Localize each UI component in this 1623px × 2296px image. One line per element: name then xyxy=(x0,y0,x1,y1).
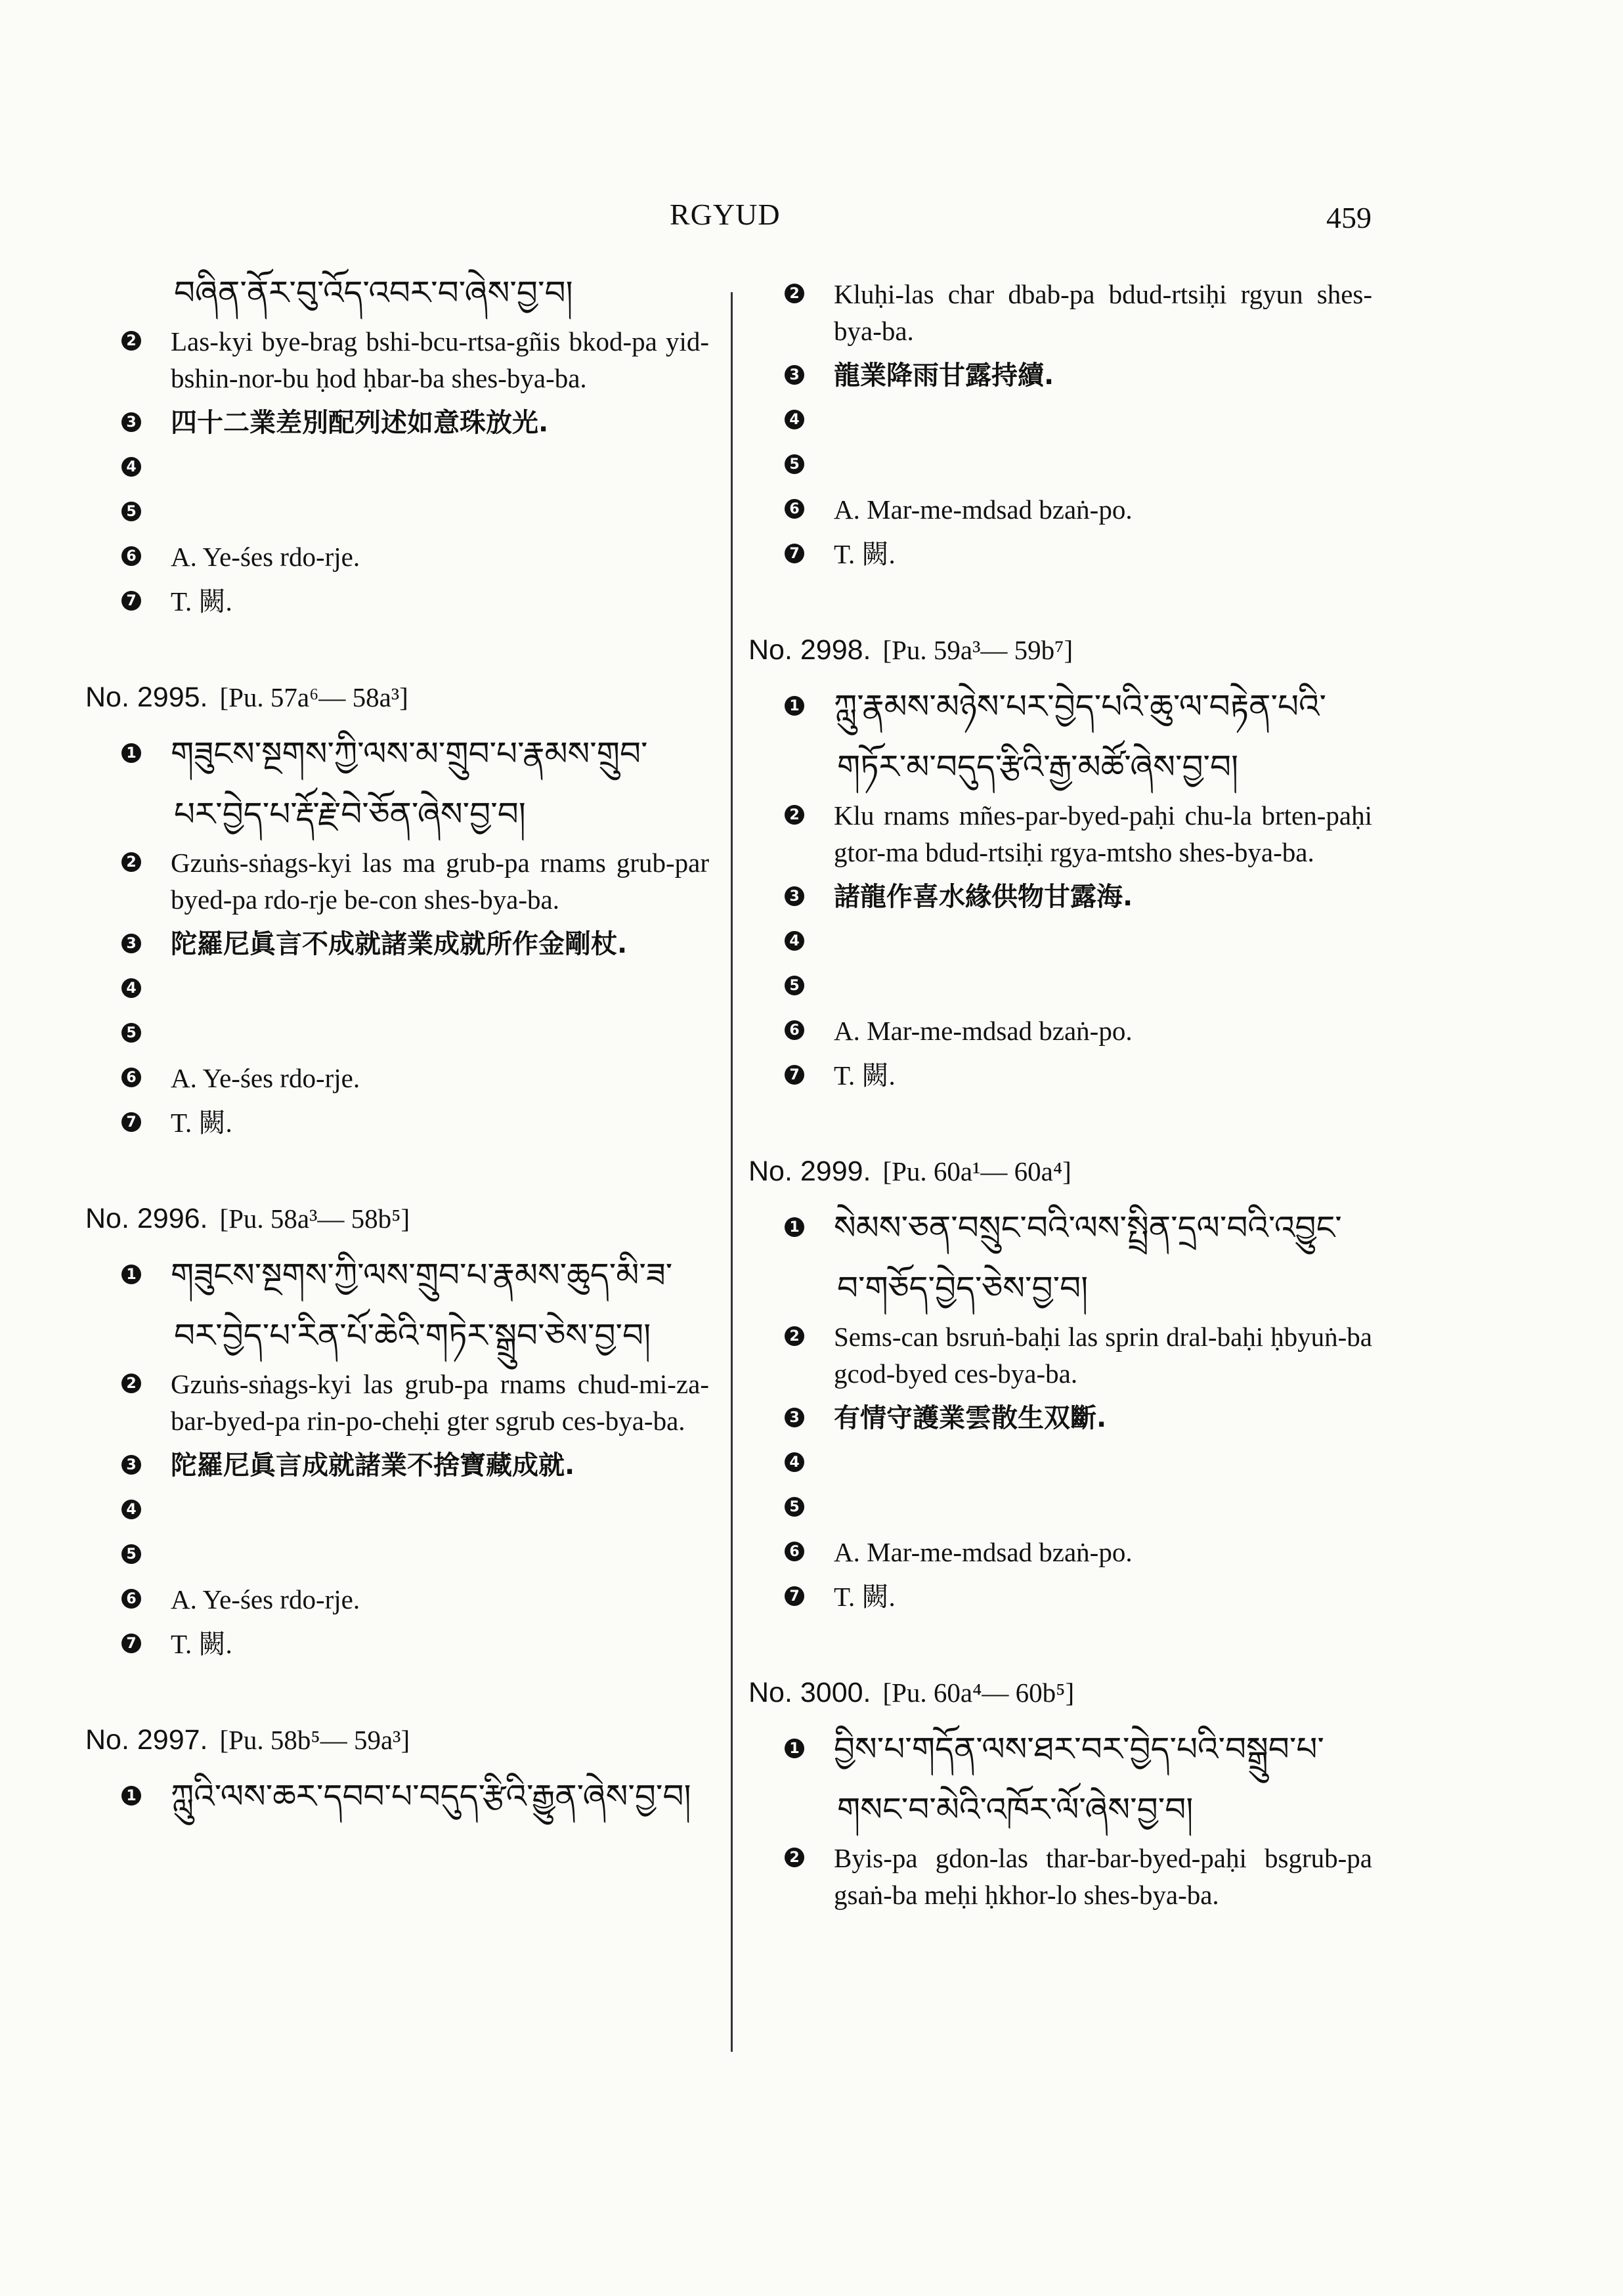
field-text xyxy=(171,449,709,486)
field-number-badge: 1 xyxy=(785,696,804,716)
field-number-badge: 3 xyxy=(121,934,141,953)
entry-field-row xyxy=(85,1626,735,1662)
entry-reference: [Pu. 57a⁶— 58a³] xyxy=(219,682,408,712)
tibetan-title-line: བ་གཅོད་བྱེད་ཅེས་བྱ་བ། xyxy=(837,1269,1089,1307)
entry-reference: [Pu. 60a¹— 60a⁴] xyxy=(882,1156,1071,1186)
entry-field-row xyxy=(748,357,1398,394)
entry-field-row xyxy=(85,1492,735,1528)
field-number-badge: 1 xyxy=(121,1265,141,1284)
field-text: T. 闕. xyxy=(834,539,896,569)
entry-field-row xyxy=(748,1400,1398,1437)
entry-heading xyxy=(748,632,1398,668)
field-text xyxy=(171,1536,709,1573)
field-number-badge: 5 xyxy=(785,1497,804,1517)
entry-field-row xyxy=(748,402,1398,439)
entry-reference: [Pu. 59a³— 59b⁷] xyxy=(882,635,1073,665)
entry-field-row xyxy=(748,923,1398,960)
entry-number: No. 2995. xyxy=(85,682,208,713)
entry-field-row xyxy=(748,491,1398,528)
entry-reference: [Pu. 58a³— 58b⁵] xyxy=(219,1203,410,1234)
field-number-badge: 2 xyxy=(121,1374,141,1393)
field-number-badge: 7 xyxy=(785,1065,804,1085)
field-text xyxy=(171,1492,709,1528)
entry-field-row xyxy=(748,1012,1398,1049)
field-text: A. Mar-me-mdsad bzaṅ-po. xyxy=(834,1016,1133,1046)
tibetan-title-line: གསང་བ་མེའི་འཁོར་ལོ་ཞེས་བྱ་བ། xyxy=(837,1790,1194,1829)
field-number-badge: 1 xyxy=(785,1739,804,1758)
entry-field-row xyxy=(85,583,735,620)
entry-field-row xyxy=(748,1840,1398,1913)
field-number-badge: 1 xyxy=(785,1217,804,1237)
tibetan-title-row xyxy=(748,676,1398,737)
field-number-badge: 7 xyxy=(121,1634,141,1653)
field-number-badge: 2 xyxy=(785,1326,804,1346)
field-number-badge: 2 xyxy=(121,852,141,872)
field-text xyxy=(171,494,709,531)
entry-field-row xyxy=(748,1534,1398,1570)
field-text: A. Mar-me-mdsad bzaṅ-po. xyxy=(834,1537,1133,1567)
entry-field-row xyxy=(85,1536,735,1573)
tibetan-title-line: ཀླུ་རྣམས་མཉེས་པར་བྱེད་པའི་ཆུ་ལ་བརྟེན་པའི་ xyxy=(834,687,1326,726)
field-number-badge: 3 xyxy=(121,1455,141,1475)
entry-field-row xyxy=(748,536,1398,573)
field-number-badge: 1 xyxy=(121,1786,141,1806)
page-number: 459 xyxy=(1326,201,1372,234)
entry-field-row xyxy=(85,1581,735,1618)
tibetan-title-row xyxy=(748,1719,1398,1779)
field-text: Byis-pa gdon-las thar-bar-byed-paḥi bsgrub-pa gsaṅ-ba meḥi ḥkhor-lo shes-bya-ba. xyxy=(834,1843,1372,1910)
field-text: A. Ye-śes rdo-rje. xyxy=(171,1063,360,1093)
field-number-badge: 4 xyxy=(785,1452,804,1472)
field-text: A. Ye-śes rdo-rje. xyxy=(171,1584,360,1614)
field-text xyxy=(834,923,1372,960)
field-text: A. Ye-śes rdo-rje. xyxy=(171,542,360,572)
entry-heading xyxy=(748,1674,1398,1711)
entry-field-row xyxy=(85,449,735,486)
right-column xyxy=(748,276,1398,1921)
field-text: Gzuṅs-sṅags-kyi las grub-pa rnams chud-mi-za-bar-byed-pa rin-po-cheḥi gter sgrub ces-bya-ba. xyxy=(171,1369,709,1436)
entry-field-row xyxy=(85,323,735,397)
tibetan-title-continuation: བཞིན་ནོར་བུ་འོད་འབར་བ་ཞེས་བྱ་བ། xyxy=(174,274,573,312)
field-text: 有情守護業雲散生双斷. xyxy=(834,1403,1107,1433)
field-number-badge: 5 xyxy=(121,502,141,521)
entry-reference: [Pu. 58b⁵— 59a³] xyxy=(219,1725,410,1755)
entry-field-row xyxy=(85,404,735,441)
field-text: 諸龍作喜水緣供物甘露海. xyxy=(834,882,1133,912)
tibetan-title-row xyxy=(85,724,735,784)
tibetan-title-line: བར་བྱེད་པ་རིན་པོ་ཆེའི་གཏེར་སྒྲུབ་ཅེས་བྱ་བ། xyxy=(174,1316,651,1354)
tibetan-title-row xyxy=(748,1198,1398,1258)
entry-reference: [Pu. 60a⁴— 60b⁵] xyxy=(882,1678,1075,1708)
entry-number: No. 2997. xyxy=(85,1724,208,1756)
tibetan-title-line: པར་བྱེད་པ་རྡོ་རྗེ་བེ་ཅོན་ཞེས་བྱ་བ། xyxy=(174,795,526,833)
field-number-badge: 5 xyxy=(785,454,804,474)
tibetan-title-line: བྱིས་པ་གདོན་ལས་ཐར་བར་བྱེད་པའི་བསྒྲུབ་པ་ xyxy=(834,1730,1324,1768)
field-number-badge: 6 xyxy=(121,546,141,566)
field-number-badge: 5 xyxy=(785,976,804,995)
entry-field-row xyxy=(748,797,1398,871)
field-number-badge: 6 xyxy=(121,1589,141,1609)
field-text xyxy=(834,1444,1372,1481)
field-number-badge: 3 xyxy=(785,365,804,385)
field-number-badge: 4 xyxy=(121,978,141,998)
entry-field-row xyxy=(85,1104,735,1141)
entry-heading xyxy=(748,1153,1398,1190)
field-number-badge: 7 xyxy=(121,1112,141,1132)
entry-field-row xyxy=(85,844,735,918)
tibetan-title-line: གཟུངས་སྔགས་ཀྱི་ལས་མ་གྲུབ་པ་རྣམས་གྲུབ་ xyxy=(171,735,648,773)
field-text: 陀羅尼眞言成就諸業不捨寶藏成就. xyxy=(171,1450,575,1481)
entry-field-row xyxy=(85,1060,735,1096)
field-number-badge: 6 xyxy=(121,1068,141,1087)
field-number-badge: 5 xyxy=(121,1544,141,1564)
entry-number: No. 3000. xyxy=(748,1677,871,1708)
field-number-badge: 2 xyxy=(785,805,804,825)
field-number-badge: 2 xyxy=(785,1848,804,1867)
entry-field-row xyxy=(85,926,735,963)
field-number-badge: 2 xyxy=(121,331,141,351)
entry-number: No. 2996. xyxy=(85,1203,208,1234)
field-text: A. Mar-me-mdsad bzaṅ-po. xyxy=(834,494,1133,525)
tibetan-title-row xyxy=(85,1766,735,1827)
tibetan-title-line: གཏོར་མ་བདུད་རྩིའི་རྒྱ་མཚོ་ཞེས་བྱ་བ། xyxy=(837,748,1239,786)
field-number-badge: 7 xyxy=(121,591,141,611)
entry-heading xyxy=(85,1200,735,1237)
field-number-badge: 6 xyxy=(785,1020,804,1040)
field-number-badge: 1 xyxy=(121,743,141,763)
field-number-badge: 6 xyxy=(785,499,804,519)
field-number-badge: 4 xyxy=(785,931,804,951)
field-text xyxy=(834,1489,1372,1526)
field-number-badge: 3 xyxy=(121,412,141,432)
running-head: RGYUD xyxy=(670,198,781,231)
field-text: 四十二業差別配列述如意珠放光. xyxy=(171,408,549,438)
field-text: T. 闕. xyxy=(834,1582,896,1612)
field-text: 龍業降雨甘露持續. xyxy=(834,360,1054,391)
field-text xyxy=(171,1015,709,1052)
entry-field-row xyxy=(85,970,735,1007)
field-text: T. 闕. xyxy=(171,586,232,617)
field-text: T. 闕. xyxy=(171,1629,232,1659)
entry-number: No. 2998. xyxy=(748,634,871,666)
field-text xyxy=(834,402,1372,439)
field-number-badge: 4 xyxy=(121,1500,141,1519)
field-text xyxy=(171,970,709,1007)
tibetan-title-row xyxy=(85,1245,735,1305)
entry-field-row xyxy=(85,494,735,531)
field-text: T. 闕. xyxy=(834,1060,896,1091)
entry-field-row xyxy=(85,1366,735,1439)
field-number-badge: 2 xyxy=(785,284,804,303)
field-text xyxy=(834,446,1372,483)
field-number-badge: 7 xyxy=(785,1586,804,1606)
entry-field-row xyxy=(748,1578,1398,1615)
tibetan-title-line: སེམས་ཅན་བསྲུང་བའི་ལས་སྤྲིན་དྲལ་བའི་འབྱུང་ xyxy=(834,1209,1342,1247)
entry-number: No. 2999. xyxy=(748,1156,871,1187)
entry-field-row xyxy=(748,1489,1398,1526)
field-number-badge: 5 xyxy=(121,1023,141,1043)
entry-field-row xyxy=(748,276,1398,349)
tibetan-title-line: ཀླུའི་ལས་ཆར་དབབ་པ་བདུད་རྩིའི་རྒྱུན་ཞེས་བྱ་བ། xyxy=(171,1777,691,1815)
field-text: Kluḥi-las char dbab-pa bdud-rtsiḥi rgyun shes-bya-ba. xyxy=(834,279,1372,346)
entry-heading xyxy=(85,1722,735,1758)
field-number-badge: 3 xyxy=(785,1408,804,1427)
entry-field-row xyxy=(85,1015,735,1052)
entry-field-row xyxy=(85,538,735,575)
field-text: Klu rnams mñes-par-byed-paḥi chu-la brten-paḥi gtor-ma bdud-rtsiḥi rgya-mtsho shes-bya-ba. xyxy=(834,800,1372,867)
field-text: 陀羅尼眞言不成就諸業成就所作金剛杖. xyxy=(171,929,628,959)
field-text: T. 闕. xyxy=(171,1108,232,1138)
field-number-badge: 3 xyxy=(785,886,804,906)
entry-field-row xyxy=(748,1318,1398,1392)
entry-field-row xyxy=(748,968,1398,1005)
field-text: Gzuṅs-sṅags-kyi las ma grub-pa rnams grub-par byed-pa rdo-rje be-con shes-bya-ba. xyxy=(171,848,709,915)
field-number-badge: 7 xyxy=(785,544,804,563)
left-column xyxy=(85,276,735,1827)
entry-field-row xyxy=(85,1447,735,1484)
entry-heading xyxy=(85,679,735,716)
field-text: Sems-can bsruṅ-baḥi las sprin dral-baḥi ḥbyuṅ-ba gcod-byed ces-bya-ba. xyxy=(834,1322,1372,1389)
field-number-badge: 4 xyxy=(785,410,804,429)
field-number-badge: 6 xyxy=(785,1542,804,1561)
entry-field-row xyxy=(748,878,1398,915)
field-text xyxy=(834,968,1372,1005)
entry-field-row xyxy=(748,446,1398,483)
entry-field-row xyxy=(748,1444,1398,1481)
tibetan-title-line: གཟུངས་སྔགས་ཀྱི་ལས་གྲུབ་པ་རྣམས་ཆུད་མི་ཟ་ xyxy=(171,1256,673,1294)
field-number-badge: 4 xyxy=(121,457,141,477)
entry-field-row xyxy=(748,1057,1398,1094)
field-text: Las-kyi bye-brag bshi-bcu-rtsa-gñis bkod-pa yid-bshin-nor-bu ḥod ḥbar-ba shes-bya-ba. xyxy=(171,326,709,393)
